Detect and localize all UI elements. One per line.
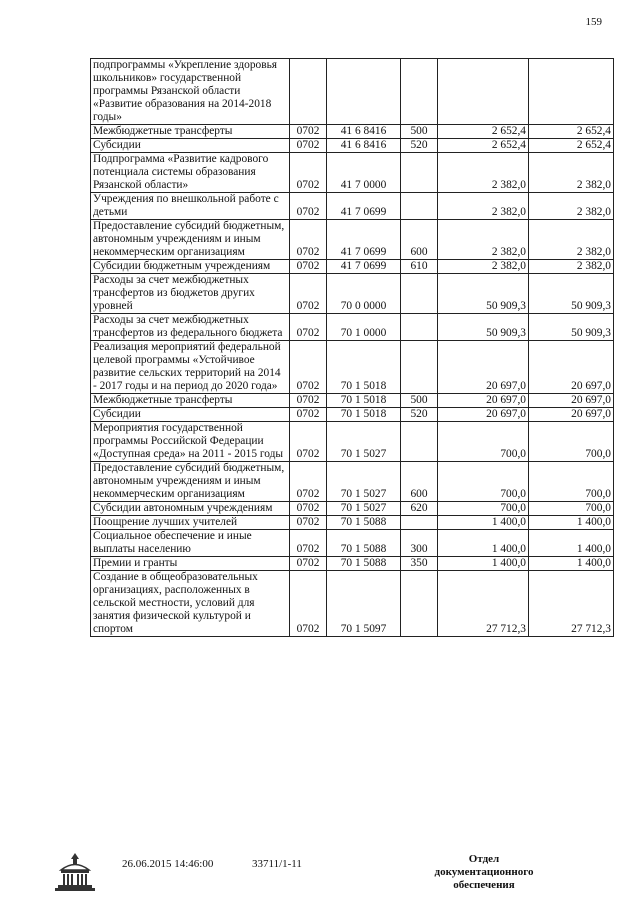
table-row [91, 571, 614, 637]
row-expense-type: 610 [401, 260, 438, 274]
row-value-total: 1 400,0 [529, 530, 614, 557]
row-value-2015: 2 652,4 [438, 139, 529, 153]
row-section: 0702 [290, 153, 327, 193]
row-value-total: 2 652,4 [529, 139, 614, 153]
row-article: 41 7 0000 [327, 153, 401, 193]
row-name: Мероприятия государственной программы Российской Федерации «Доступная среда» на 2011 - 2015 годы [91, 422, 290, 462]
row-value-total: 20 697,0 [529, 408, 614, 422]
table-row [91, 408, 614, 422]
budget-table [90, 58, 614, 637]
row-article: 70 1 5018 [327, 341, 401, 394]
row-name: Предоставление субсидий бюджетным, автономным учреждениям и иным некоммерческим организациям [91, 220, 290, 260]
row-article: 41 6 8416 [327, 139, 401, 153]
footer-department: Отдел документационного обеспечения [434, 853, 534, 891]
row-article: 70 0 0000 [327, 274, 401, 314]
row-expense-type: 520 [401, 139, 438, 153]
table-row [91, 153, 614, 193]
row-value-total: 2 652,4 [529, 125, 614, 139]
table-row [91, 462, 614, 502]
row-expense-type: 500 [401, 125, 438, 139]
row-section: 0702 [290, 260, 327, 274]
row-value-2015: 27 712,3 [438, 571, 529, 637]
row-article: 41 7 0699 [327, 193, 401, 220]
row-article: 70 1 5018 [327, 394, 401, 408]
row-name: Субсидии [91, 139, 290, 153]
row-section [290, 59, 327, 125]
row-value-2015: 700,0 [438, 462, 529, 502]
row-name: Создание в общеобразовательных организациях, расположенных в сельской местности, условий для занятия физической культурой и спортом [91, 571, 290, 637]
table-row [91, 260, 614, 274]
row-expense-type: 350 [401, 557, 438, 571]
row-section: 0702 [290, 125, 327, 139]
table-row [91, 139, 614, 153]
table-row [91, 193, 614, 220]
row-section: 0702 [290, 462, 327, 502]
row-value-total: 27 712,3 [529, 571, 614, 637]
row-value-2015: 2 652,4 [438, 125, 529, 139]
row-expense-type [401, 59, 438, 125]
row-value-total: 50 909,3 [529, 274, 614, 314]
row-article: 41 7 0699 [327, 220, 401, 260]
row-name: Субсидии автономным учреждениям [91, 502, 290, 516]
row-article [327, 59, 401, 125]
row-article: 70 1 5097 [327, 571, 401, 637]
row-value-2015: 20 697,0 [438, 341, 529, 394]
row-expense-type: 500 [401, 394, 438, 408]
row-expense-type [401, 516, 438, 530]
row-name: Расходы за счет межбюджетных трансфертов из федерального бюджета [91, 314, 290, 341]
row-name: Межбюджетные трансферты [91, 394, 290, 408]
row-article: 70 1 5027 [327, 502, 401, 516]
row-name: подпрограммы «Укрепление здоровья школьников» государственной программы Рязанской области «Развитие образования на 2014-2018 годы» [91, 59, 290, 125]
row-expense-type [401, 422, 438, 462]
row-section: 0702 [290, 530, 327, 557]
row-name: Предоставление субсидий бюджетным, автономным учреждениям и иным некоммерческим организациям [91, 462, 290, 502]
row-value-2015: 700,0 [438, 422, 529, 462]
row-value-total: 20 697,0 [529, 341, 614, 394]
table-row [91, 341, 614, 394]
row-section: 0702 [290, 394, 327, 408]
table-row [91, 220, 614, 260]
row-value-2015 [438, 59, 529, 125]
row-section: 0702 [290, 341, 327, 394]
row-value-2015: 700,0 [438, 502, 529, 516]
row-value-2015: 1 400,0 [438, 530, 529, 557]
table-row [91, 502, 614, 516]
row-section: 0702 [290, 193, 327, 220]
building-logo-icon [52, 850, 98, 892]
row-expense-type [401, 341, 438, 394]
row-value-2015: 1 400,0 [438, 516, 529, 530]
row-name: Расходы за счет межбюджетных трансфертов из бюджетов других уровней [91, 274, 290, 314]
row-value-total: 2 382,0 [529, 220, 614, 260]
row-article: 70 1 5088 [327, 557, 401, 571]
row-article: 70 1 5018 [327, 408, 401, 422]
row-article: 41 6 8416 [327, 125, 401, 139]
row-name: Реализация мероприятий федеральной целевой программы «Устойчивое развитие сельских территорий на 2014 - 2017 годы и на период до 2020 года» [91, 341, 290, 394]
row-section: 0702 [290, 571, 327, 637]
row-name: Поощрение лучших учителей [91, 516, 290, 530]
row-expense-type [401, 314, 438, 341]
footer-doc-number: 33711/1-11 [252, 858, 302, 870]
row-expense-type [401, 153, 438, 193]
row-section: 0702 [290, 274, 327, 314]
row-value-2015: 50 909,3 [438, 274, 529, 314]
row-value-total: 700,0 [529, 422, 614, 462]
row-value-total: 20 697,0 [529, 394, 614, 408]
table-row [91, 557, 614, 571]
row-article: 70 1 5027 [327, 462, 401, 502]
row-section: 0702 [290, 314, 327, 341]
table-row [91, 530, 614, 557]
table-row [91, 516, 614, 530]
row-value-total [529, 59, 614, 125]
row-value-2015: 20 697,0 [438, 408, 529, 422]
row-article: 41 7 0699 [327, 260, 401, 274]
row-value-total: 1 400,0 [529, 557, 614, 571]
row-value-2015: 50 909,3 [438, 314, 529, 341]
row-name: Учреждения по внешкольной работе с детьми [91, 193, 290, 220]
row-expense-type: 520 [401, 408, 438, 422]
row-value-2015: 2 382,0 [438, 260, 529, 274]
row-article: 70 1 5088 [327, 516, 401, 530]
row-article: 70 1 5088 [327, 530, 401, 557]
row-name: Социальное обеспечение и иные выплаты населению [91, 530, 290, 557]
row-section: 0702 [290, 220, 327, 260]
row-section: 0702 [290, 422, 327, 462]
row-value-total: 50 909,3 [529, 314, 614, 341]
row-name: Субсидии бюджетным учреждениям [91, 260, 290, 274]
footer-timestamp: 26.06.2015 14:46:00 [122, 858, 214, 870]
row-section: 0702 [290, 139, 327, 153]
row-article: 70 1 0000 [327, 314, 401, 341]
row-value-total: 2 382,0 [529, 193, 614, 220]
row-article: 70 1 5027 [327, 422, 401, 462]
row-section: 0702 [290, 516, 327, 530]
table-row [91, 274, 614, 314]
row-value-total: 2 382,0 [529, 260, 614, 274]
row-name: Премии и гранты [91, 557, 290, 571]
row-value-2015: 20 697,0 [438, 394, 529, 408]
row-section: 0702 [290, 408, 327, 422]
row-name: Подпрограмма «Развитие кадрового потенциала системы образования Рязанской области» [91, 153, 290, 193]
table-row [91, 422, 614, 462]
table-row [91, 125, 614, 139]
row-section: 0702 [290, 502, 327, 516]
row-expense-type: 300 [401, 530, 438, 557]
table-row [91, 394, 614, 408]
row-value-2015: 1 400,0 [438, 557, 529, 571]
row-value-total: 700,0 [529, 462, 614, 502]
row-value-2015: 2 382,0 [438, 220, 529, 260]
row-name: Межбюджетные трансферты [91, 125, 290, 139]
row-section: 0702 [290, 557, 327, 571]
row-expense-type [401, 571, 438, 637]
row-expense-type: 600 [401, 462, 438, 502]
page-number: 159 [585, 16, 602, 28]
row-name: Субсидии [91, 408, 290, 422]
row-value-2015: 2 382,0 [438, 193, 529, 220]
table-row [91, 59, 614, 125]
table-row [91, 314, 614, 341]
row-value-2015: 2 382,0 [438, 153, 529, 193]
row-expense-type [401, 193, 438, 220]
row-value-total: 1 400,0 [529, 516, 614, 530]
row-value-total: 700,0 [529, 502, 614, 516]
row-expense-type: 600 [401, 220, 438, 260]
row-expense-type: 620 [401, 502, 438, 516]
row-expense-type [401, 274, 438, 314]
budget-table-body [91, 59, 614, 637]
row-value-total: 2 382,0 [529, 153, 614, 193]
